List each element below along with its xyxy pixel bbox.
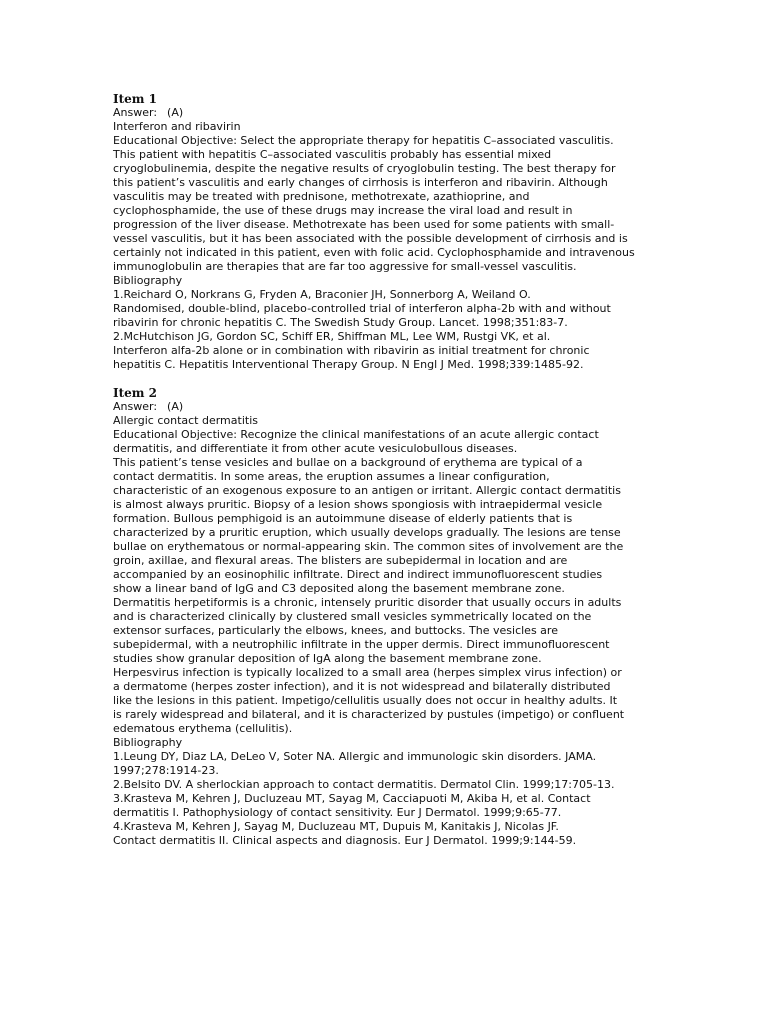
body-text-line: This patient with hepatitis C–associated vasculitis probably has essential mixed xyxy=(113,148,552,161)
body-text-line: Educational Objective: Recognize the clinical manifestations of an acute allergic contact xyxy=(113,428,599,441)
body-text-line: 1.Leung DY, Diaz LA, DeLeo V, Soter NA. Allergic and immunologic skin disorders. JAMA. xyxy=(113,750,597,763)
body-text-line: certainly not indicated in this patient, even with folic acid. Cyclophosphamide and intravenous xyxy=(113,246,635,259)
body-text-line: Contact dermatitis II. Clinical aspects and diagnosis. Eur J Dermatol. 1999;9:144-59. xyxy=(113,834,577,847)
body-text-line: This patient’s tense vesicles and bullae on a background of erythema are typical of a xyxy=(113,456,583,469)
body-text-line: studies show granular deposition of IgA along the basement membrane zone. xyxy=(113,652,542,665)
answer-value: (A) xyxy=(167,106,184,119)
body-text-line: like the lesions in this patient. Impetigo/cellulitis usually does not occur in healthy adults. It xyxy=(113,694,618,707)
body-text-line: edematous erythema (cellulitis). xyxy=(113,722,293,735)
body-text-line: and is characterized clinically by clustered small vesicles symmetrically located on the xyxy=(113,610,592,623)
body-text-line: ribavirin for chronic hepatitis C. The Swedish Study Group. Lancet. 1998;351:83-7. xyxy=(113,316,568,329)
body-text-line: 2.McHutchison JG, Gordon SC, Schiff ER, Shiffman ML, Lee WM, Rustgi VK, et al. xyxy=(113,330,551,343)
body-text-line: dermatitis I. Pathophysiology of contact sensitivity. Eur J Dermatol. 1999;9:65-77. xyxy=(113,806,562,819)
document-page xyxy=(113,92,658,848)
answer-label: Answer: xyxy=(113,400,158,413)
body-text-line: characterized by a pruritic eruption, which usually develops gradually. The lesions are tense xyxy=(113,526,621,539)
body-text-line: extensor surfaces, particularly the elbows, knees, and buttocks. The vesicles are xyxy=(113,624,558,637)
body-text-line: vessel vasculitis, but it has been associated with the possible development of cirrhosis and is xyxy=(113,232,628,245)
body-text-line: 1997;278:1914-23. xyxy=(113,764,219,777)
body-text-line: immunoglobulin are therapies that are far too aggressive for small-vessel vasculitis. xyxy=(113,260,577,273)
body-text-line: Dermatitis herpetiformis is a chronic, intensely pruritic disorder that usually occurs in adults xyxy=(113,596,622,609)
item-body xyxy=(113,428,658,848)
answer-line xyxy=(113,400,658,414)
body-text-line: characteristic of an exogenous exposure to an antigen or irritant. Allergic contact dermatitis xyxy=(113,484,621,497)
body-text-line: 3.Krasteva M, Kehren J, Ducluzeau MT, Sayag M, Cacciapuoti M, Akiba H, et al. Contact xyxy=(113,792,591,805)
item-1 xyxy=(113,92,658,372)
body-text-line: groin, axillae, and flexural areas. The blisters are subepidermal in location and are xyxy=(113,554,568,567)
body-text-line: contact dermatitis. In some areas, the eruption assumes a linear configuration, xyxy=(113,470,550,483)
body-text-line: hepatitis C. Hepatitis Interventional Therapy Group. N Engl J Med. 1998;339:1485-92. xyxy=(113,358,584,371)
body-text-line: this patient’s vasculitis and early changes of cirrhosis is interferon and ribavirin. Although xyxy=(113,176,608,189)
body-text-line: cyclophosphamide, the use of these drugs may increase the viral load and result in xyxy=(113,204,573,217)
body-text-line: bullae on erythematous or normal-appearing skin. The common sites of involvement are the xyxy=(113,540,624,553)
body-text-line: vasculitis may be treated with prednisone, methotrexate, azathioprine, and xyxy=(113,190,530,203)
item-2 xyxy=(113,386,658,848)
body-text-line: progression of the liver disease. Methotrexate has been used for some patients with small- xyxy=(113,218,615,231)
body-text-line: Bibliography xyxy=(113,274,183,287)
item-body xyxy=(113,134,658,372)
body-text-line: accompanied by an eosinophilic infiltrate. Direct and indirect immunofluorescent studies xyxy=(113,568,603,581)
item-title: Item 1 xyxy=(113,92,158,106)
body-text-line: cryoglobulinemia, despite the negative results of cryoglobulin testing. The best therapy for xyxy=(113,162,616,175)
body-text-line: Interferon alfa-2b alone or in combination with ribavirin as initial treatment for chronic xyxy=(113,344,590,357)
body-text-line: Bibliography xyxy=(113,736,183,749)
body-text-line: Randomised, double-blind, placebo-controlled trial of interferon alpha-2b with and without xyxy=(113,302,611,315)
body-text-line: 2.Belsito DV. A sherlockian approach to contact dermatitis. Dermatol Clin. 1999;17:705-13. xyxy=(113,778,615,791)
body-text-line: 1.Reichard O, Norkrans G, Fryden A, Braconier JH, Sonnerborg A, Weiland O. xyxy=(113,288,531,301)
answer-text: Interferon and ribavirin xyxy=(113,120,241,133)
body-text-line: formation. Bullous pemphigoid is an autoimmune disease of elderly patients that is xyxy=(113,512,573,525)
body-text-line: subepidermal, with a neutrophilic infiltrate in the upper dermis. Direct immunofluorescent xyxy=(113,638,610,651)
body-text-line: a dermatome (herpes zoster infection), and it is not widespread and bilaterally distributed xyxy=(113,680,611,693)
body-text-line: is rarely widespread and bilateral, and it is characterized by pustules (impetigo) or confluent xyxy=(113,708,625,721)
answer-text: Allergic contact dermatitis xyxy=(113,414,258,427)
body-text-line: 4.Krasteva M, Kehren J, Sayag M, Ducluzeau MT, Dupuis M, Kanitakis J, Nicolas JF. xyxy=(113,820,559,833)
body-text-line: show a linear band of IgG and C3 deposited along the basement membrane zone. xyxy=(113,582,565,595)
answer-line xyxy=(113,106,658,120)
answer-label: Answer: xyxy=(113,106,158,119)
body-text-line: dermatitis, and differentiate it from other acute vesiculobullous diseases. xyxy=(113,442,518,455)
body-text-line: is almost always pruritic. Biopsy of a lesion shows spongiosis with intraepidermal vesicle xyxy=(113,498,603,511)
body-text-line: Herpesvirus infection is typically localized to a small area (herpes simplex virus infection) or xyxy=(113,666,622,679)
body-text-line: Educational Objective: Select the appropriate therapy for hepatitis C–associated vasculitis. xyxy=(113,134,614,147)
item-title: Item 2 xyxy=(113,386,158,400)
answer-value: (A) xyxy=(167,400,184,413)
